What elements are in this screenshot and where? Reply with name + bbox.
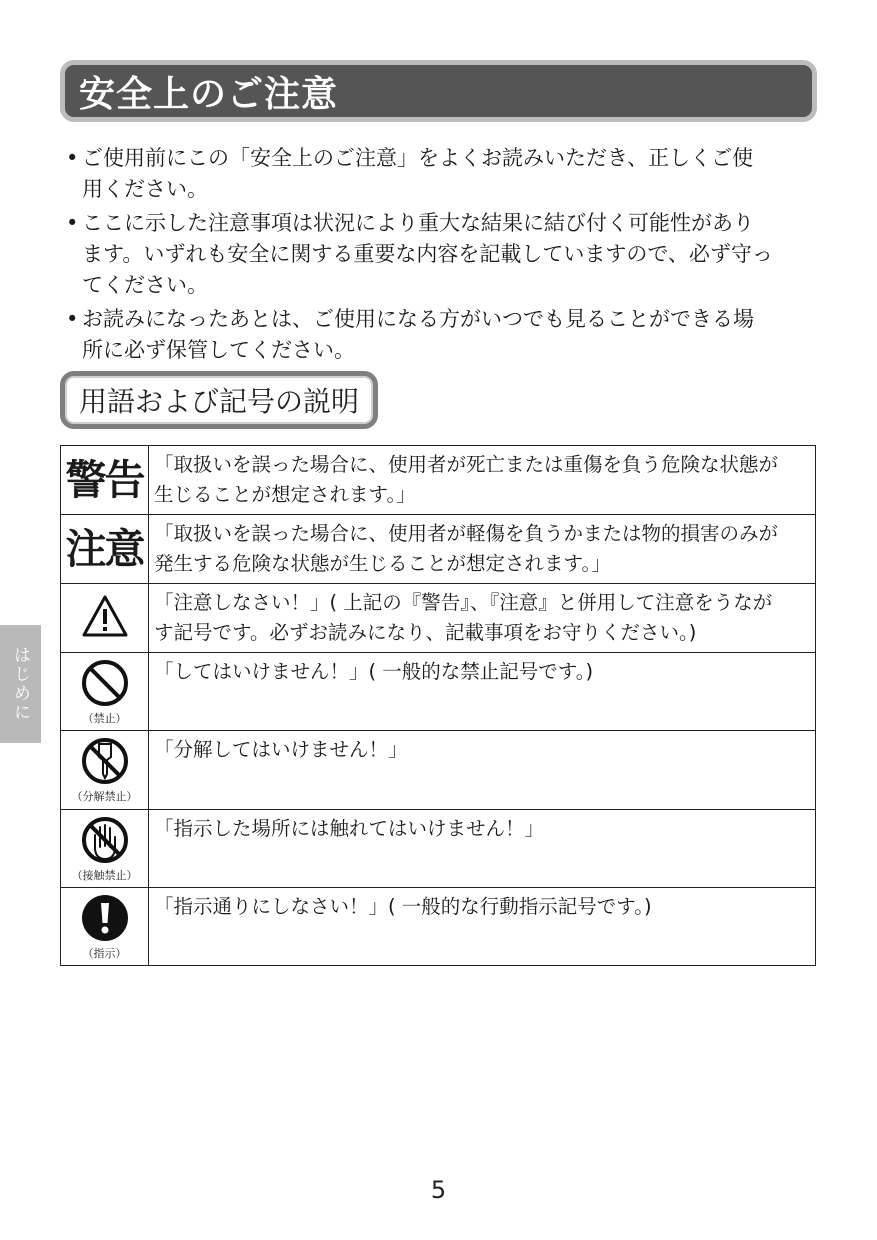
instruction-symbol-cell <box>61 888 149 966</box>
description-line: 発生する危険な状態が生じることが想定されます。」 <box>154 552 611 575</box>
list-item <box>66 143 826 205</box>
page-number: 5 <box>430 1176 447 1204</box>
bullet-text-line: ここに示した注意事項は状況により重大な結果に結び付く可能性があり <box>82 211 754 235</box>
bullet-text-line: 用ください。 <box>82 177 208 201</box>
icon-caption: （指示） <box>82 946 127 960</box>
warning-description <box>149 446 816 515</box>
bullet-icon: • <box>66 211 79 235</box>
chapter-tab-label: はじめに <box>10 646 30 722</box>
table-row <box>61 515 816 584</box>
description-line: 「分解してはいけません！」 <box>154 738 408 761</box>
instruction-description <box>149 888 816 966</box>
bullet-icon: • <box>66 146 79 170</box>
no-touch-description <box>149 810 816 888</box>
subsection-title: 用語および記号の説明 <box>79 385 360 418</box>
list-item <box>66 304 826 366</box>
section-title: 安全上のご注意 <box>79 73 339 115</box>
bullet-text-line: お読みになったあとは、ご使用になる方がいつでも見ることができる場 <box>82 307 754 331</box>
table-row <box>61 810 816 888</box>
caution-label-cell <box>61 515 149 584</box>
description-line: 「注意しなさい！」( 上記の『警告』、『注意』と併用して注意をうなが <box>154 591 773 614</box>
warning-label: 警告 <box>65 456 144 504</box>
icon-caption: （分解禁止） <box>71 790 138 803</box>
bullet-icon: • <box>66 307 79 331</box>
warning-triangle-icon <box>81 594 129 638</box>
prohibited-description <box>149 653 816 731</box>
caution-description <box>149 515 816 584</box>
description-line: 「指示した場所には触れてはいけません！」 <box>154 817 545 840</box>
table-row <box>61 888 816 966</box>
description-line: す記号です。必ずお読みになり、記載事項をお守りください。) <box>154 621 697 644</box>
alert-description <box>149 584 816 653</box>
bullet-text-line: ご使用前にこの「安全上のご注意」をよくお読みいただき、正しくご使 <box>82 146 754 170</box>
table-row <box>61 731 816 810</box>
bullet-text-line: てください。 <box>82 273 208 297</box>
icon-caption: （接触禁止） <box>71 868 138 882</box>
alert-symbol-cell <box>61 584 149 653</box>
prohibition-icon <box>80 658 130 708</box>
description-line: 「指示通りにしなさい！」( 一般的な行動指示記号です。) <box>154 895 652 918</box>
symbol-legend-table <box>60 445 816 966</box>
chapter-side-tab <box>0 625 41 743</box>
list-item <box>66 208 826 301</box>
intro-bullet-list <box>66 143 826 369</box>
section-title-bar <box>60 60 817 122</box>
description-line: 「取扱いを誤った場合に、使用者が死亡または重傷を負う危険な状態が <box>154 453 779 476</box>
description-line: 「取扱いを誤った場合に、使用者が軽傷を負うかまたは物的損害のみが <box>154 522 779 545</box>
no-touch-icon <box>80 815 130 865</box>
no-disassembly-icon <box>80 736 130 786</box>
table-row <box>61 653 816 731</box>
instruction-icon <box>80 893 130 943</box>
bullet-text-line: ます。いずれも安全に関する重要な内容を記載していますので、必ず守っ <box>82 242 773 266</box>
subsection-title-box <box>60 371 378 429</box>
prohibited-symbol-cell <box>61 653 149 731</box>
warning-label-cell <box>61 446 149 515</box>
no-disassembly-symbol-cell <box>61 731 149 810</box>
icon-caption: （禁止） <box>82 711 127 725</box>
caution-label: 注意 <box>65 525 144 573</box>
table-row <box>61 446 816 515</box>
description-line: 「してはいけません！」( 一般的な禁止記号です。) <box>154 660 594 683</box>
no-touch-symbol-cell <box>61 810 149 888</box>
table-row <box>61 584 816 653</box>
no-disassembly-description <box>149 731 816 810</box>
description-line: 生じることが想定されます。」 <box>154 483 416 506</box>
bullet-text-line: 所に必ず保管してください。 <box>82 338 355 362</box>
